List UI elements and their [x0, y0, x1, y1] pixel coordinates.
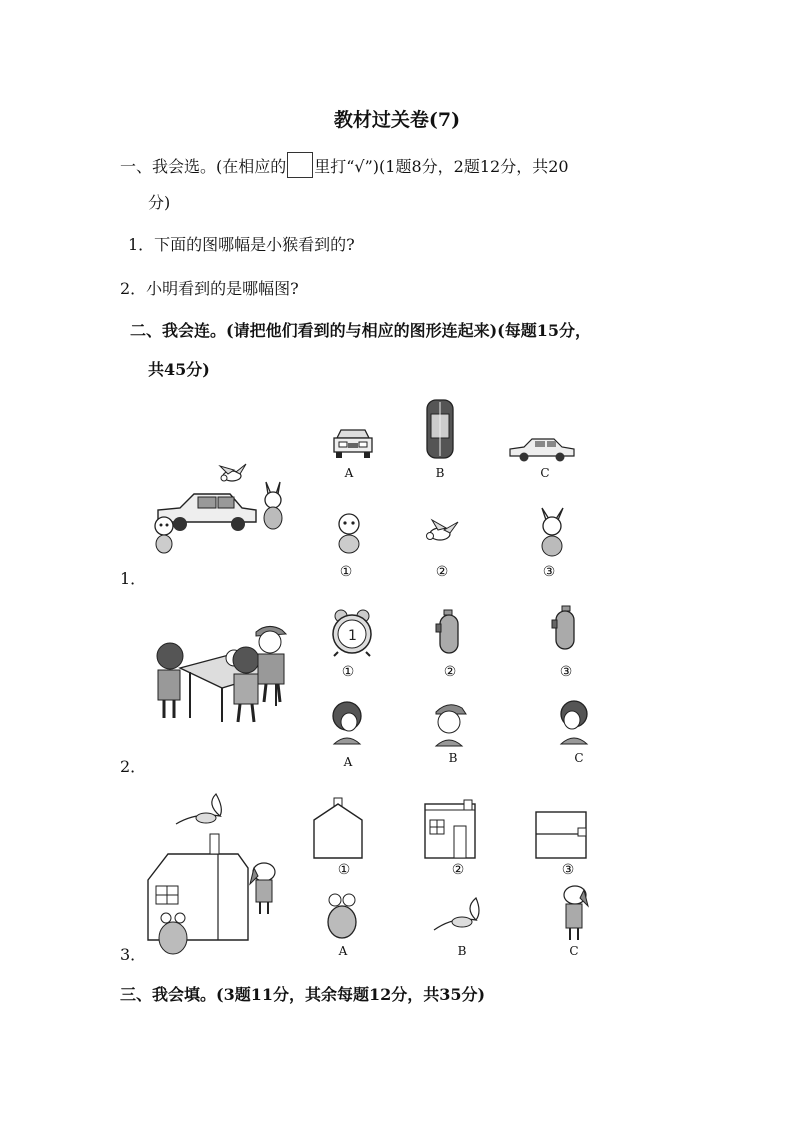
house-side-view-icon	[312, 798, 366, 860]
child-head-b-cap-icon	[432, 700, 466, 746]
problem3-viewer-label-b: B	[457, 944, 467, 958]
child-cap-icon	[256, 626, 286, 702]
section1-heading-post: 里打“√”)(1题8分，2题12分，共20	[314, 157, 569, 176]
alarm-clock-side-view-right-icon	[552, 606, 578, 652]
problem2-viewer-label-c: C	[574, 751, 584, 765]
scene-children-table-illustration	[150, 622, 300, 726]
alarm-clock-front-view-icon	[330, 608, 374, 658]
rabbit-viewer-icon	[536, 508, 570, 558]
problem2-view-label-3: ③	[559, 664, 573, 680]
section1-heading	[120, 152, 569, 178]
problem3-view-label-3: ③	[561, 862, 575, 878]
section3-heading: 三、我会填。(3题11分，其余每题12分，共35分)	[120, 985, 486, 1004]
car-top-view-icon	[424, 398, 456, 460]
monkey-icon	[155, 517, 173, 553]
flying-bird-viewer-icon	[432, 896, 482, 934]
scene-house-animals-illustration	[146, 790, 286, 958]
section1-heading-cont: 分)	[148, 193, 171, 212]
checkbox-square-icon	[287, 152, 313, 178]
house-top-view-icon	[534, 810, 588, 860]
section2-heading-cont: 共45分)	[148, 360, 210, 379]
problem1-viewer-label-3: ③	[542, 564, 556, 580]
dog-viewer-icon	[558, 884, 590, 944]
dog-icon	[250, 863, 275, 914]
problem3-view-label-2: ②	[451, 862, 465, 878]
rabbit-icon	[264, 482, 282, 529]
house-icon	[148, 834, 248, 940]
section1-q1: 1．下面的图哪幅是小猴看到的?	[128, 235, 355, 254]
problem2-viewer-label-a: A	[343, 755, 353, 769]
alarm-clock-side-view-left-icon	[436, 610, 462, 656]
problem1-view-label-a: A	[344, 466, 354, 480]
section1-heading-pre: 一、我会选。(在相应的	[120, 157, 287, 176]
child-left-icon	[157, 643, 183, 718]
bird-viewer-icon	[424, 518, 460, 546]
problem3-viewer-label-a: A	[338, 944, 348, 958]
problem1-view-label-c: C	[540, 466, 550, 480]
child-head-a-icon	[330, 700, 364, 746]
scene-car-animals-illustration	[150, 462, 290, 562]
svg-text:1: 1	[348, 628, 357, 644]
section2-heading: 二、我会连。(请把他们看到的与相应的图形连起来)(每题15分，	[130, 321, 591, 340]
bird-icon	[220, 464, 246, 481]
problem1-viewer-label-1: ①	[339, 564, 353, 580]
problem3-viewer-label-c: C	[569, 944, 579, 958]
car-side-view-icon	[508, 436, 576, 462]
problem2-view-label-2: ②	[443, 664, 457, 680]
house-front-view-icon	[424, 800, 476, 860]
page-title: 教材过关卷(7)	[333, 109, 461, 131]
flying-bird-icon	[176, 794, 221, 824]
child-head-c-icon	[558, 698, 590, 744]
problem3-number: 3．	[120, 945, 147, 964]
problem2-view-label-1: ①	[341, 664, 355, 680]
child-front-icon	[233, 647, 259, 722]
problem1-number: 1．	[120, 569, 147, 588]
problem2-number: 2．	[120, 757, 147, 776]
frog-viewer-icon	[326, 894, 358, 940]
car-front-view-icon	[333, 428, 373, 460]
problem1-view-label-b: B	[435, 466, 445, 480]
section1-q2: 2．小明看到的是哪幅图?	[120, 279, 299, 298]
problem1-viewer-label-2: ②	[435, 564, 449, 580]
problem3-view-label-1: ①	[337, 862, 351, 878]
problem2-viewer-label-b: B	[448, 751, 458, 765]
monkey-viewer-icon	[333, 512, 365, 554]
